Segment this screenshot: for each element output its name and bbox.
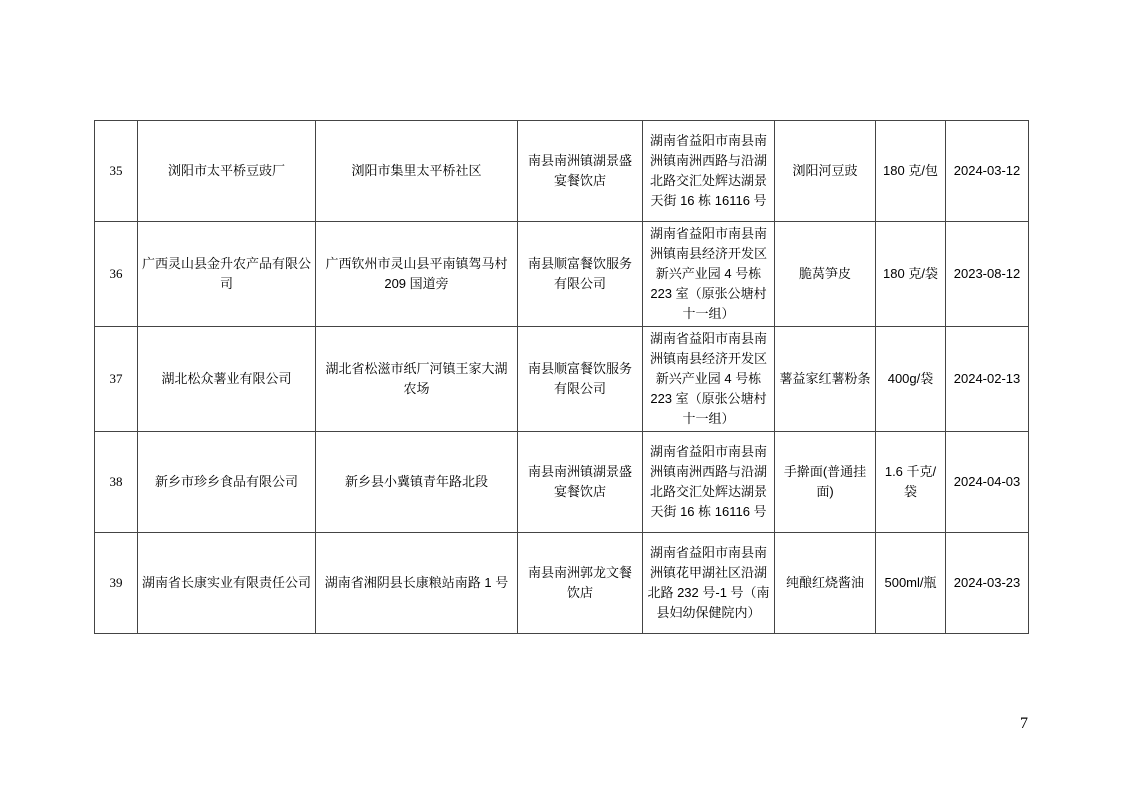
production-date-cell: 2024-03-12: [946, 121, 1029, 222]
production-date-cell: 2023-08-12: [946, 222, 1029, 327]
production-date-cell: 2024-04-03: [946, 432, 1029, 533]
row-index-cell: 39: [95, 533, 138, 634]
producer-address-cell: 湖北省松滋市纸厂河镇王家大湖农场: [316, 327, 518, 432]
product-name-cell: 脆莴笋皮: [775, 222, 876, 327]
seller-address-cell: 湖南省益阳市南县南洲镇南县经济开发区新兴产业园 4 号栋 223 室（原张公塘村十一组）: [643, 222, 775, 327]
producer-address-cell: 浏阳市集里太平桥社区: [316, 121, 518, 222]
product-name-cell: 纯酿红烧酱油: [775, 533, 876, 634]
spec-cell: 400g/袋: [876, 327, 946, 432]
seller-name-cell: 南县南洲郭龙文餐饮店: [518, 533, 643, 634]
producer-name-cell: 浏阳市太平桥豆豉厂: [138, 121, 316, 222]
producer-name-cell: 湖北松众薯业有限公司: [138, 327, 316, 432]
row-index-cell: 35: [95, 121, 138, 222]
producer-address-cell: 湖南省湘阴县长康粮站南路 1 号: [316, 533, 518, 634]
spec-cell: 500ml/瓶: [876, 533, 946, 634]
table-row: [95, 222, 1029, 327]
row-index-cell: 37: [95, 327, 138, 432]
spec-cell: 1.6 千克/袋: [876, 432, 946, 533]
product-name-cell: 薯益家红薯粉条: [775, 327, 876, 432]
producer-name-cell: 新乡市珍乡食品有限公司: [138, 432, 316, 533]
page-number: 7: [1020, 715, 1028, 732]
producer-name-cell: 湖南省长康实业有限责任公司: [138, 533, 316, 634]
seller-name-cell: 南县顺富餐饮服务有限公司: [518, 222, 643, 327]
seller-name-cell: 南县南洲镇湖景盛宴餐饮店: [518, 121, 643, 222]
product-name-cell: 手擀面(普通挂面): [775, 432, 876, 533]
seller-address-cell: 湖南省益阳市南县南洲镇花甲湖社区沿湖北路 232 号-1 号（南县妇幼保健院内）: [643, 533, 775, 634]
producer-name-cell: 广西灵山县金升农产品有限公司: [138, 222, 316, 327]
seller-address-cell: 湖南省益阳市南县南洲镇南洲西路与沿湖北路交汇处辉达湖景天街 16 栋 16116 号: [643, 121, 775, 222]
row-index-cell: 36: [95, 222, 138, 327]
seller-address-cell: 湖南省益阳市南县南洲镇南洲西路与沿湖北路交汇处辉达湖景天街 16 栋 16116 号: [643, 432, 775, 533]
spec-cell: 180 克/包: [876, 121, 946, 222]
producer-address-cell: 新乡县小冀镇青年路北段: [316, 432, 518, 533]
production-date-cell: 2024-02-13: [946, 327, 1029, 432]
table-row: [95, 432, 1029, 533]
production-date-cell: 2024-03-23: [946, 533, 1029, 634]
table-row: [95, 121, 1029, 222]
product-name-cell: 浏阳河豆豉: [775, 121, 876, 222]
producer-address-cell: 广西钦州市灵山县平南镇驾马村 209 国道旁: [316, 222, 518, 327]
seller-address-cell: 湖南省益阳市南县南洲镇南县经济开发区新兴产业园 4 号栋 223 室（原张公塘村十一组）: [643, 327, 775, 432]
spec-cell: 180 克/袋: [876, 222, 946, 327]
table-row: [95, 533, 1029, 634]
table-row: [95, 327, 1029, 432]
seller-name-cell: 南县顺富餐饮服务有限公司: [518, 327, 643, 432]
row-index-cell: 38: [95, 432, 138, 533]
food-inspection-table: [94, 120, 1029, 634]
seller-name-cell: 南县南洲镇湖景盛宴餐饮店: [518, 432, 643, 533]
